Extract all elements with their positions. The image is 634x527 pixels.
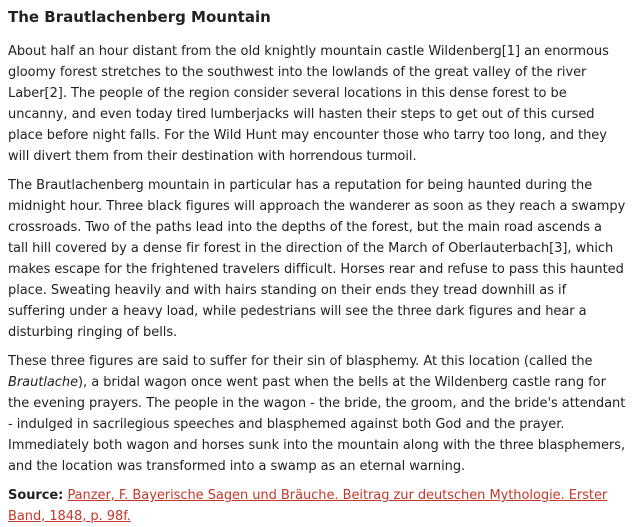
source-link[interactable]: Panzer, F. Bayerische Sagen und Bräuche. Beitrag zur deutschen Mythologie. Erster Band, 1848, p. 98f.	[8, 488, 608, 524]
paragraph-1: About half an hour distant from the old knightly mountain castle Wildenberg[1] an enormous gloomy forest stretches to the southwest into the lowlands of the great valley of the river Laber[2]. The people of the region consider several locations in this dense forest to be uncanny, and even today tired lumberjacks will hasten their steps to get out of this cursed place before night falls. For the Wild Hunt may encounter those who tarry too long, and they will divert them from their destination with horrendous turmoil.	[8, 44, 609, 164]
paragraph-3-before: These three figures are said to suffer for their sin of blasphemy. At this location (called the	[8, 354, 593, 369]
source-line	[8, 485, 626, 527]
page-title: The Brautlachenberg Mountain	[8, 8, 271, 26]
paragraph-3-after: ), a bridal wagon once went past when the bells at the Wildenberg castle rang for the evening prayers. The people in the wagon - the bride, the groom, and the bride's attendant - indulged in sacrilegious speeches and blasphemed against both God and the prayer. Immediately both wagon and horses sunk into the mountain along with the three blasphemers, and the location was transformed into a swamp as an eternal warning.	[8, 375, 626, 474]
place-name-italic: Brautlache	[8, 375, 79, 390]
paragraph-3	[8, 351, 626, 477]
paragraph-2: The Brautlachenberg mountain in particular has a reputation for being haunted during the midnight hour. Three black figures will approach the wanderer as soon as they reach a swampy crossroads. Two of the paths lead into the depths of the forest, but the main road ascends a tall hill covered by a dense fir forest in the direction of the March of Oberlauterbach[3], which makes escape for the frightened travelers difficult. Horses rear and refuse to pass this haunted place. Sweating heavily and with hairs standing on their ends they tread downhill as if suffering under a heavy load, while pedestrians will see the three dark figures and hear a disturbing ringing of bells.	[8, 178, 626, 340]
source-label: Source:	[8, 488, 64, 503]
